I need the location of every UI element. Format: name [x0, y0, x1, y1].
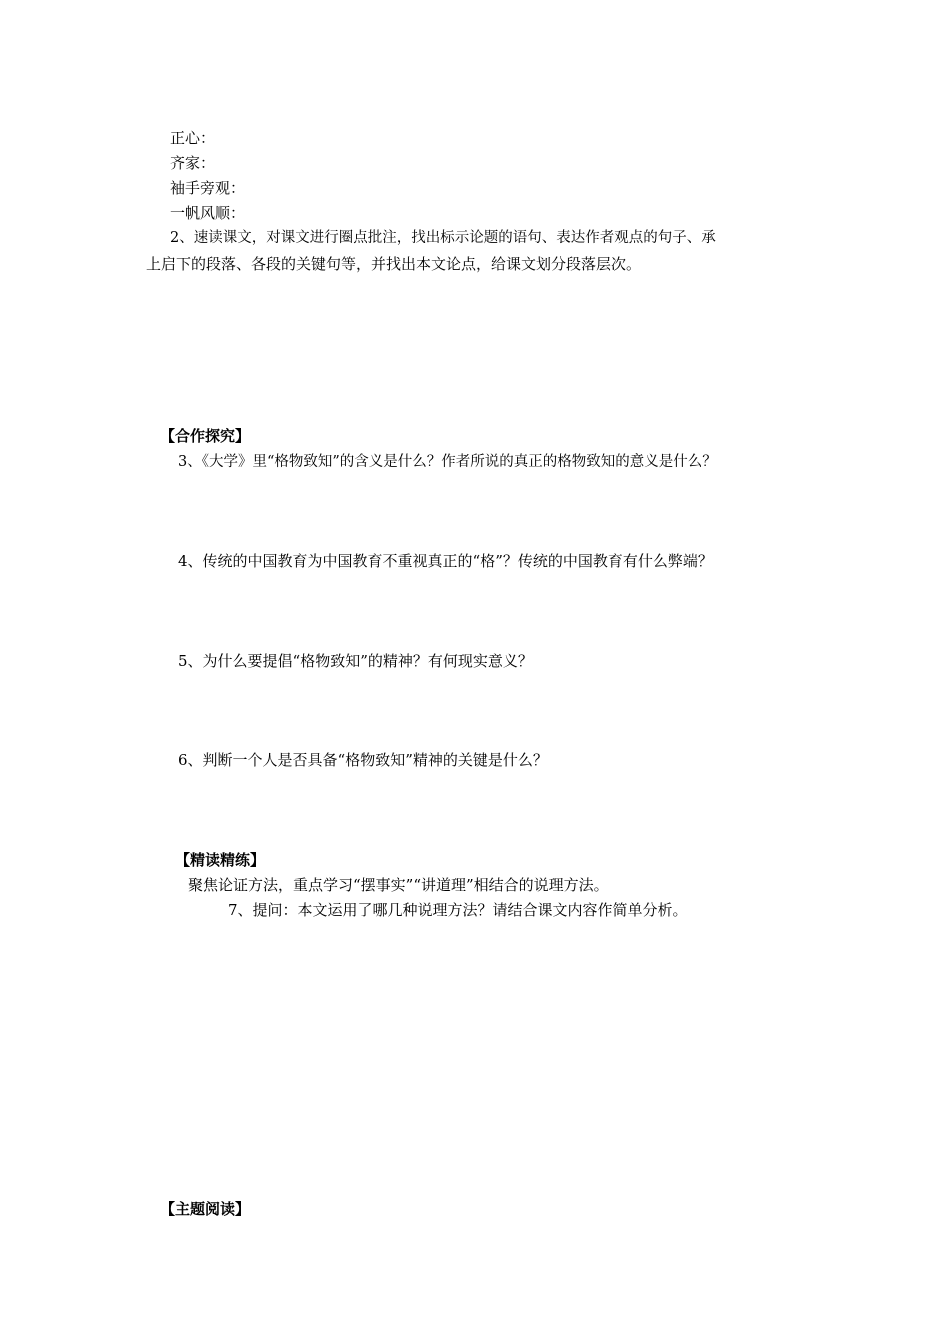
- question-3: 3、《大学》里“格物致知”的含义是什么？作者所说的真正的格物致知的意义是什么？: [178, 454, 717, 470]
- section-heading-hezuo: 【合作探究】: [160, 427, 251, 445]
- section-heading-jingdu: 【精读精练】: [175, 851, 266, 869]
- section-heading-zhuti: 【主题阅读】: [160, 1200, 251, 1218]
- vocab-xiushou: 袖手旁观：: [170, 179, 246, 197]
- question-6: 6、判断一个人是否具备“格物致知”精神的关键是什么？: [178, 751, 548, 769]
- question-2-line2: 上启下的段落、各段的关键句等，并找出本文论点，给课文划分段落层次。: [146, 255, 642, 273]
- vocab-yifan: 一帆风顺：: [170, 204, 246, 222]
- vocab-qijia: 齐家：: [170, 154, 216, 172]
- question-4: 4、传统的中国教育为中国教育不重视真正的“格”？传统的中国教育有什么弊端？: [178, 552, 713, 570]
- jingdu-intro: 聚焦论证方法，重点学习“摆事实”“讲道理”相结合的说理方法。: [188, 876, 609, 894]
- question-5: 5、为什么要提倡“格物致知”的精神？有何现实意义？: [178, 652, 533, 670]
- vocab-zhengxin: 正心：: [170, 129, 216, 147]
- question-7: 7、提问：本文运用了哪几种说理方法？请结合课文内容作简单分析。: [228, 901, 688, 919]
- question-2-line1: 2、速读课文，对课文进行圈点批注，找出标示论题的语句、表达作者观点的句子、承: [170, 230, 716, 246]
